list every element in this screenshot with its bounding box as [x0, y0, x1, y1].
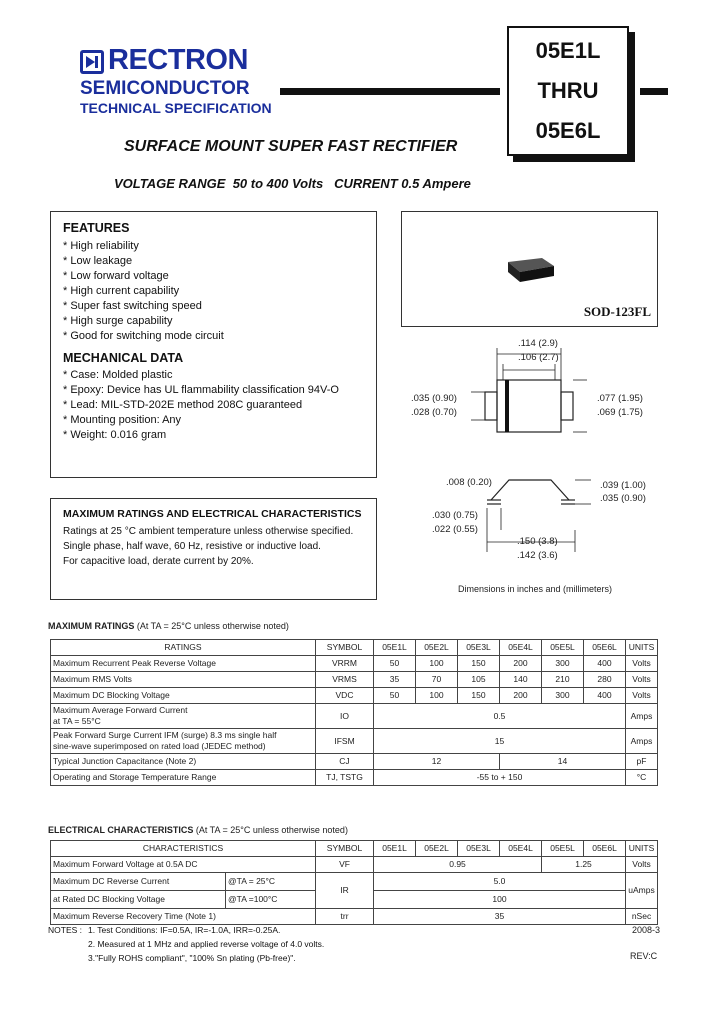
dim-length-min: .142 (3.6) — [517, 550, 558, 561]
ratings-line: Ratings at 25 °C ambient temperature unless otherwise specified. — [63, 526, 354, 537]
package-image-box — [401, 211, 658, 327]
list-item: * Mounting position: Any — [63, 414, 182, 426]
features-heading: FEATURES — [63, 221, 130, 235]
brand-name: RECTRON — [108, 44, 248, 76]
dim-lead-width-min: .022 (0.55) — [432, 524, 478, 535]
dim-left-min: .028 (0.70) — [411, 407, 457, 418]
table-header-row: CHARACTERISTICS SYMBOL 05E1L 05E2L 05E3L 05E4L 05E5L 05E6L UNITS — [51, 841, 658, 857]
table-row: Operating and Storage Temperature Range TJ, TSTG -55 to + 150 °C — [51, 770, 658, 786]
table-row: at Rated DC Blocking Voltage @TA =100°C 100 — [51, 891, 658, 909]
list-item: * Super fast switching speed — [63, 300, 202, 312]
list-item: * Epoxy: Device has UL flammability classification 94V-O — [63, 384, 339, 396]
list-item: * Low forward voltage — [63, 270, 169, 282]
dimensions-note: Dimensions in inches and (millimeters) — [458, 584, 613, 594]
part-number-box — [507, 26, 629, 156]
page-title: SURFACE MOUNT SUPER FAST RECTIFIER — [124, 138, 458, 155]
max-ratings-table — [50, 639, 658, 786]
part-to: 05E6L — [535, 118, 601, 143]
dim-height-max: .039 (1.00) — [600, 480, 646, 491]
rectron-logo — [80, 50, 104, 74]
table-row: Typical Junction Capacitance (Note 2) CJ 12 14 pF — [51, 754, 658, 770]
list-item: * Weight: 0.016 gram — [63, 429, 167, 441]
cathode-band-icon — [505, 380, 509, 432]
table-header-row: RATINGS SYMBOL 05E1L 05E2L 05E3L 05E4L 05E5L 05E6L UNITS — [51, 640, 658, 656]
notes-list — [88, 923, 324, 965]
dim-width-outer: .114 (2.9) — [518, 338, 558, 349]
list-item: 1. Test Conditions: IF=0.5A, IR=-1.0A, IRR=-0.25A. — [88, 925, 281, 935]
list-item: 2. Measured at 1 MHz and applied reverse voltage of 4.0 volts. — [88, 939, 325, 949]
dim-height-min: .035 (0.90) — [600, 493, 646, 504]
table-row: Maximum Recurrent Peak Reverse Voltage VRRM 50 100 150 200 300 400 Volts — [51, 656, 658, 672]
dim-width-inner: .106 (2.7) — [518, 352, 559, 363]
table-row: Peak Forward Surge Current IFM (surge) 8.3 ms single half sine-wave superimposed on rated load (JEDEC method) IFSM 15 Amps — [51, 729, 658, 754]
doc-date: 2008-3 — [632, 925, 661, 935]
package-3d-icon — [502, 252, 558, 286]
package-name: SOD-123FL — [583, 304, 651, 319]
list-item: * High reliability — [63, 240, 139, 252]
table-row: Maximum DC Reverse Current @TA = 25°C IR 5.0 uAmps — [51, 873, 658, 891]
list-item: * Case: Molded plastic — [63, 369, 173, 381]
list-item: * High current capability — [63, 285, 180, 297]
table-row: Maximum RMS Volts VRMS 35 70 105 140 210 280 Volts — [51, 672, 658, 688]
diode-logo-icon — [80, 50, 104, 74]
list-item: 3."Fully ROHS compliant", "100% Sn plating (Pb-free)". — [88, 953, 296, 963]
doc-revision: REV:C — [630, 951, 658, 961]
mechanical-heading: MECHANICAL DATA — [63, 351, 184, 365]
brand-subtitle: SEMICONDUCTOR — [80, 78, 250, 99]
dim-left-max: .035 (0.90) — [411, 393, 457, 404]
list-item: * Lead: MIL-STD-202E method 208C guaranteed — [63, 399, 303, 411]
mechanical-list — [63, 368, 339, 443]
table-row: Maximum DC Blocking Voltage VDC 50 100 150 200 300 400 Volts — [51, 688, 658, 704]
table-row: Maximum Forward Voltage at 0.5A DC VF 0.95 1.25 Volts — [51, 857, 658, 873]
list-item: * Low leakage — [63, 255, 133, 267]
part-from: 05E1L — [535, 38, 601, 63]
features-box — [50, 211, 377, 478]
page-subtitle: VOLTAGE RANGE 50 to 400 Volts CURRENT 0.5 Ampere — [114, 176, 471, 191]
table-row: Maximum Reverse Recovery Time (Note 1) trr 35 nSec — [51, 909, 658, 925]
ratings-notice-box — [50, 498, 377, 600]
dim-lead-width-max: .030 (0.75) — [432, 510, 478, 521]
elec-chars-caption: ELECTRICAL CHARACTERISTICS (At TA = 25°C unless otherwise noted) — [48, 825, 348, 835]
table-row: Maximum Average Forward Current at TA = 55°C IO 0.5 Amps — [51, 704, 658, 729]
list-item: * High surge capability — [63, 315, 173, 327]
ratings-heading: MAXIMUM RATINGS AND ELECTRICAL CHARACTERISTICS — [63, 508, 362, 520]
dim-right-max: .077 (1.95) — [597, 393, 643, 404]
dim-length-max: .150 (3.8) — [517, 536, 558, 547]
dim-lead-thickness: .008 (0.20) — [446, 477, 492, 488]
dim-right-min: .069 (1.75) — [597, 407, 643, 418]
max-ratings-caption: MAXIMUM RATINGS (At TA = 25°C unless otherwise noted) — [48, 621, 289, 631]
elec-chars-table — [50, 840, 658, 925]
ratings-line: Single phase, half wave, 60 Hz, resistive or inductive load. — [63, 541, 321, 552]
header-rule-left — [280, 88, 500, 95]
list-item: * Good for switching mode circuit — [63, 330, 224, 342]
brand-tagline: TECHNICAL SPECIFICATION — [80, 100, 272, 116]
ratings-line: For capacitive load, derate current by 20%. — [63, 556, 254, 567]
notes-label: NOTES : — [48, 925, 83, 935]
header-rule-right — [640, 88, 668, 95]
features-list — [63, 239, 224, 344]
part-thru: THRU — [537, 78, 599, 103]
